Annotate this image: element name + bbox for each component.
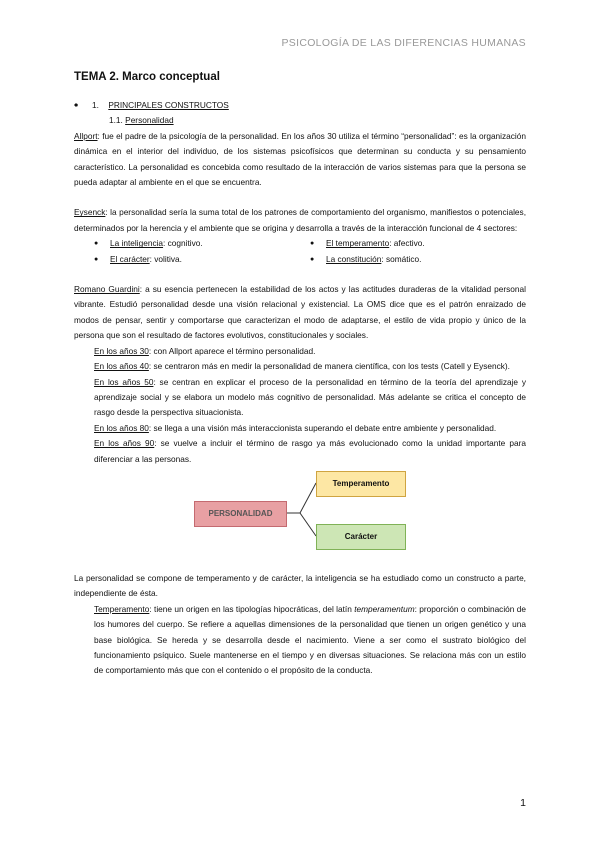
section-number: 1. (92, 100, 99, 110)
temperamento-list (94, 602, 526, 679)
section-label: PRINCIPALES CONSTRUCTOS (108, 100, 229, 110)
subsection-heading (109, 113, 526, 128)
list-item (94, 236, 310, 251)
decade-term: En los años 50 (94, 376, 154, 387)
sector-term: La constitución (326, 253, 382, 264)
section-heading (92, 98, 526, 113)
caracter-box: Carácter (316, 524, 406, 550)
running-header: PSICOLOGÍA DE LAS DIFERENCIAS HUMANAS (281, 37, 526, 49)
sector-term: El carácter (110, 253, 150, 264)
document-body (74, 98, 526, 679)
decade-desc: : con Allport aparece el término personalidad. (148, 345, 316, 356)
list-item (310, 252, 526, 267)
eysenck-sectors-list (94, 236, 526, 267)
temperamento-latin: temperamentum (354, 603, 415, 614)
decade-desc: : se vuelve a incluir el término de rasgo ya más evolucionado como la unidad importante para diferenciar a las personas. (94, 438, 526, 464)
list-item (94, 344, 526, 359)
page-number: 1 (520, 797, 526, 809)
temperamento-text-post: : proporción o combinación de los humores del cuerpo. Se refiere a aquellas dimensiones de la personalidad que tienen un origen genético y una base biológica. Se hereda y se desarrolla desde el nacimiento. Viene a ser como el sustrato biológico del funcionamiento psíquico. Suele mantenerse en el tiempo y en diversas situaciones. Se relaciona más con un estilo de comportamiento más que con el contenido o el propósito de la conducta. (94, 603, 526, 676)
sector-desc: : volitiva. (149, 253, 182, 264)
decade-desc: : se centraron más en medir la personalidad de manera científica, con los tests (Catell y Eysenck). (148, 361, 510, 372)
personalidad-box: PERSONALIDAD (194, 501, 287, 527)
subsection-label: Personalidad (125, 115, 174, 126)
decade-term: En los años 30 (94, 345, 149, 356)
connector-top (285, 483, 316, 513)
diagram-connectors (74, 471, 526, 571)
guardini-text: : a su esencia pertenecen la estabilidad de los actos y las actitudes duraderas de la vitalidad personal vibrante. Estudió personalidad desde una visión relacional y existencial. La OMS dice que es el patrón enraizado de modos de pensar, sentir y comportarse que caracterizan el modo de adaptarse, el estilo de vida propio y único de la persona que son el resultado de factores evolutivos, constitucionales y sociales. (74, 284, 526, 341)
sector-term: La inteligencia (110, 238, 164, 249)
list-item (94, 602, 526, 679)
connector-bottom (285, 513, 316, 536)
decades-list (94, 344, 526, 467)
composition-paragraph: La personalidad se compone de temperamento y de carácter, la inteligencia se ha estudiado como un constructo a parte, independiente de ésta. (74, 572, 526, 599)
sector-desc: : afectivo. (389, 238, 425, 249)
sector-term: El temperamento (326, 238, 390, 249)
decade-term: En los años 90 (94, 438, 155, 449)
decade-term: En los años 40 (94, 361, 149, 372)
guardini-name: Romano Guardini (74, 284, 140, 295)
allport-text: : fue el padre de la psicología de la personalidad. En los años 30 utiliza el término “personalidad”: es la organización dinámica en el interior del individuo, de los sistemas psicofísicos que determinan su conducta y su pensamiento característico. La personalidad es concebida como resultado de la interacción de varios sistemas para que la persona se pueda adaptar al ambiente en el que se encuentra. (74, 130, 526, 188)
list-item (94, 252, 310, 267)
list-item (94, 359, 526, 374)
eysenck-text: : la personalidad sería la suma total de los patrones de comportamiento del organismo, manifiestos o potenciales, determinados por la herencia y el ambiente que se origina y desarrolla a través de la interacción funcional de 4 sectores: (74, 207, 526, 233)
list-item (94, 436, 526, 467)
eysenck-paragraph (74, 205, 526, 236)
subsection-number: 1.1. (109, 115, 123, 126)
sector-desc: : somático. (381, 253, 422, 264)
decade-desc: : se centran en explicar el proceso de la personalidad en término de la teoría del aprendizaje y aprendizaje social y se elabora un modelo más cognitivo de personalidad. Más adelante se critica el concepto de rasgo desde la perspectiva situacionista. (94, 376, 526, 418)
list-item (310, 236, 526, 251)
personality-diagram (74, 471, 526, 571)
list-item (94, 375, 526, 421)
list-item (94, 421, 526, 436)
page-title: TEMA 2. Marco conceptual (74, 71, 220, 83)
temperamento-text-pre: : tiene un origen en las tipologías hipocráticas, del latín (149, 603, 355, 614)
guardini-paragraph (74, 282, 526, 344)
decade-term: En los años 80 (94, 422, 149, 433)
allport-name: Allport (74, 130, 98, 141)
eysenck-name: Eysenck (74, 207, 106, 218)
sector-desc: : cognitivo. (163, 238, 203, 249)
allport-paragraph (74, 129, 526, 191)
temperamento-box: Temperamento (316, 471, 406, 497)
decade-desc: : se llega a una visión más interaccionista superando el debate entre ambiente y personalidad. (148, 422, 497, 433)
temperamento-term: Temperamento (94, 603, 150, 614)
